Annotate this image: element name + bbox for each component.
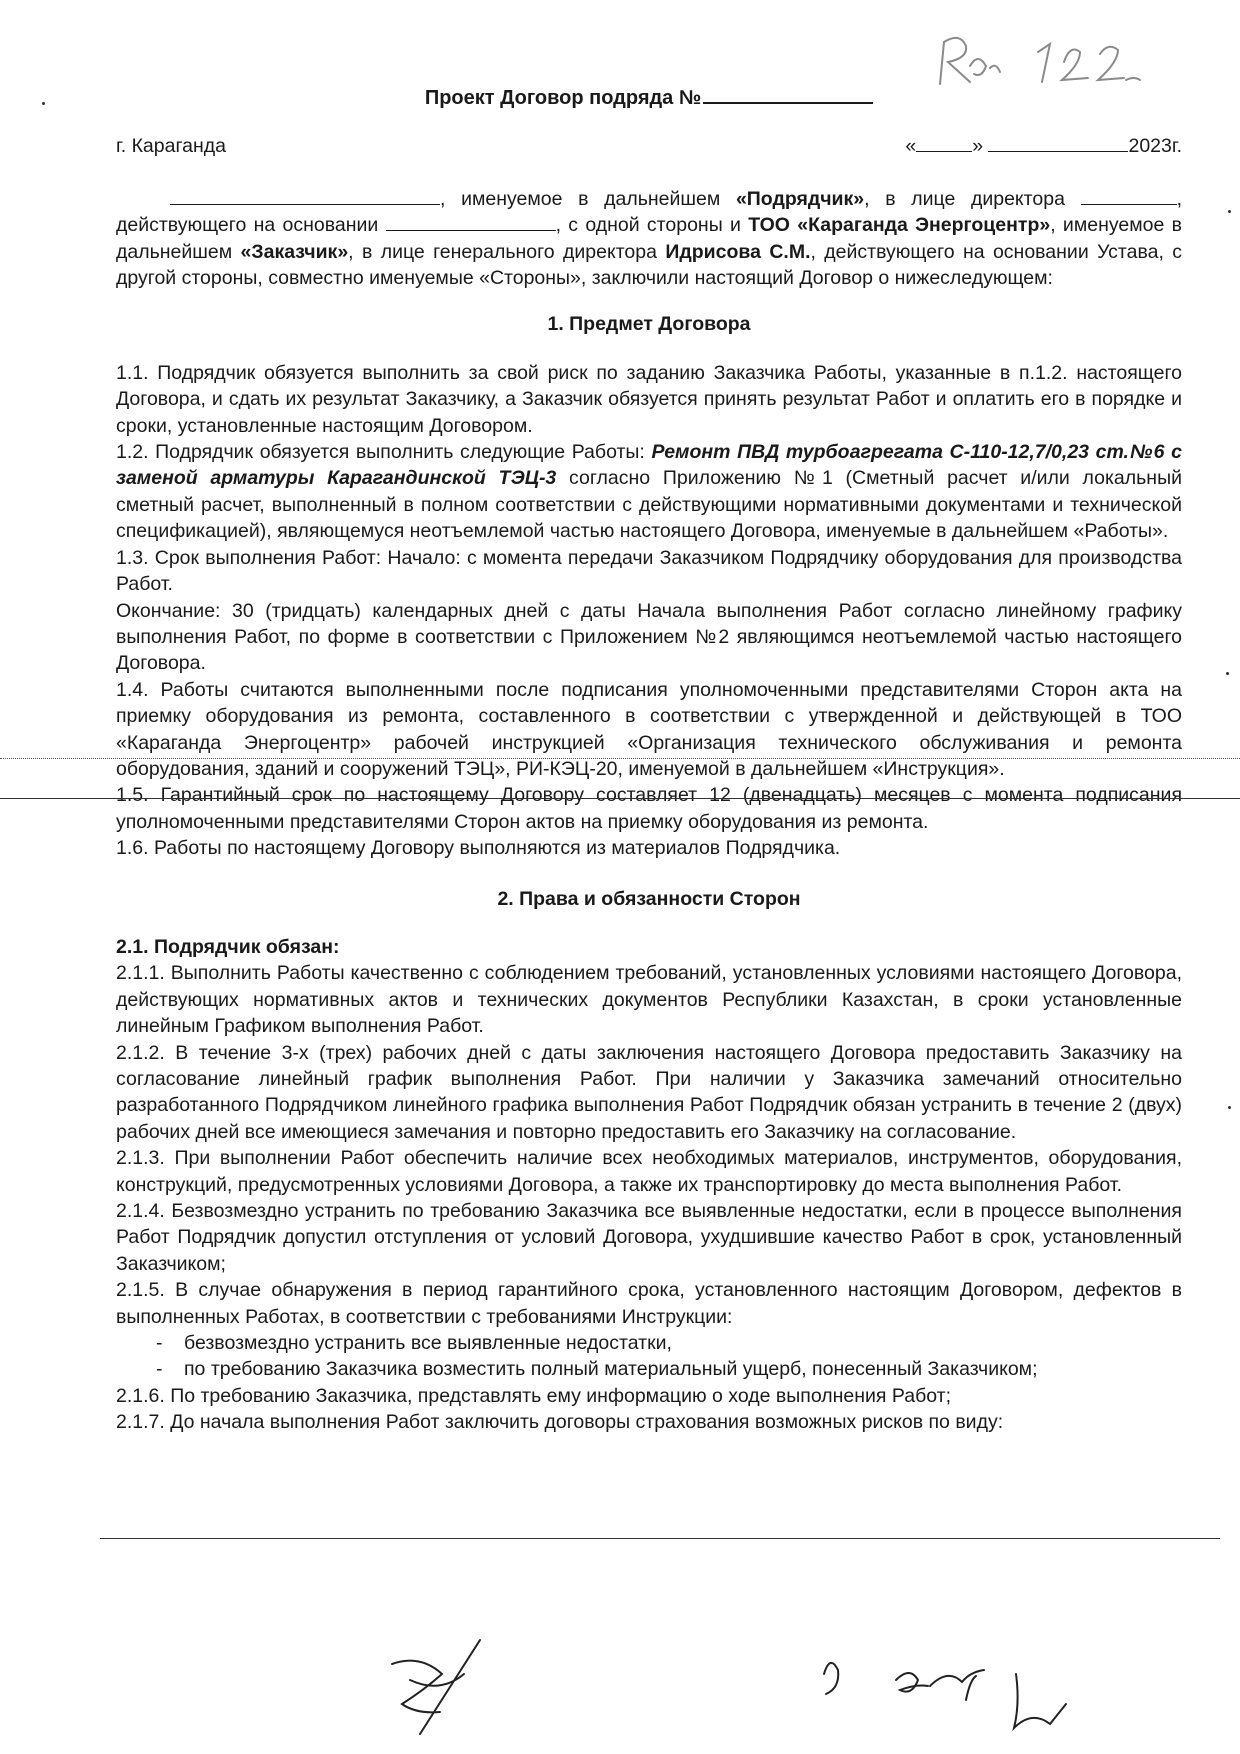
scan-speck: [1228, 1106, 1231, 1109]
preamble-text-1: , именуемое в дальнейшем: [440, 187, 736, 210]
subsection-2-1-title: 2.1. Подрядчик обязан:: [116, 935, 340, 958]
scan-strike-line: [100, 1538, 1220, 1539]
scan-speck: [42, 102, 45, 105]
preamble-text-5: , именуемое в дальнейшем: [116, 214, 1182, 263]
contractor-term: «Подрядчик»: [735, 187, 865, 210]
clause-2-1-7: 2.1.7. До начала выполнения Работ заключить договоры страхования возможных рисков по виду:: [116, 1411, 1004, 1434]
clause-1-3-end: Окончание: 30 (тридцать) календарных дней с даты Начала выполнения Работ согласно линейному графику выполнения Работ, по форме в соответствии с Приложением №2 являющимся неотъемлемой частью настоящего Договора.: [116, 599, 1182, 675]
clause-1-3: 1.3. Срок выполнения Работ: Начало: с момента передачи Заказчиком Подрядчику оборудования для производства Работ.: [116, 546, 1182, 596]
document-title-text: Проект Договор подряда №: [424, 87, 702, 109]
scan-strike-line: [0, 798, 1240, 799]
customer-company: ТОО «Караганда Энергоцентр»: [748, 214, 1051, 237]
place-date-line: [116, 133, 1182, 159]
date-close-quote: »: [972, 135, 984, 158]
list-item: [116, 1330, 1182, 1356]
month-blank: [988, 133, 1128, 152]
day-blank: [916, 133, 972, 152]
clause-1-6: 1.6. Работы по настоящему Договору выполняются из материалов Подрядчика.: [116, 837, 841, 860]
clause-2-1-5: 2.1.5. В случае обнаружения в период гарантийного срока, установленного настоящим Договором, дефектов в выполненных Работах, в соответствии с требованиями Инструкции:: [116, 1279, 1182, 1328]
section-2-title: 2. Права и обязанности Сторон: [497, 887, 801, 910]
document-body: [116, 84, 1182, 1436]
clause-1-2: [116, 439, 1182, 545]
preamble: [116, 186, 1182, 292]
scan-speck: [1228, 210, 1231, 213]
year: 2023г.: [1128, 135, 1182, 158]
preamble-text-3: , действующего на основании: [116, 187, 1182, 237]
director-name-blank: [1081, 186, 1177, 205]
signature-contractor: [380, 1634, 490, 1746]
date: [905, 133, 1182, 159]
document-title: [116, 84, 1182, 111]
clause-1-2-text-a: 1.2. Подрядчик обязуется выполнить следующие Работы:: [116, 441, 652, 464]
city: г. Караганда: [116, 135, 226, 158]
preamble-text-4: , с одной стороны и: [555, 214, 749, 237]
clause-1-4: 1.4. Работы считаются выполненными после подписания уполномоченными представителями Сторон акта на приемку оборудования из ремонта, составленного в соответствии с утвержденной и действующей в ТОО «Караганда Энергоцентр» рабочей инструкцией «Организация технического обслуживания и ремонта оборудования, зданий и сооружений ТЭЦ», РИ-КЭЦ-20, именуемой в дальнейшем «Инструкция».: [116, 678, 1182, 780]
director-name: Идрисова С.М.: [665, 240, 811, 263]
date-open-quote: «: [905, 135, 917, 158]
preamble-text-2: , в лице директора: [864, 187, 1081, 210]
scan-dotted-line: [0, 758, 1240, 759]
preamble-text-7: , действующего на основании Устава, с другой стороны, совместно именуемые «Стороны», заключили настоящий Договор о нижеследующем:: [116, 240, 1182, 290]
clause-2-1-1: 2.1.1. Выполнить Работы качественно с соблюдением требований, установленных условиями настоящего Договора, действующих нормативных актов и технических документов Республики Казахстан, в сроки установленные линейным Графиком выполнения Работ.: [116, 962, 1182, 1038]
contract-number-blank: [703, 84, 873, 104]
clause-1-2-text-b: согласно Приложению №1 (Сметный расчет и/или локальный сметный расчет, выполненный в полном соответствии с действующими нормативными документами и технической спецификацией), являющемуся неотъемлемой частью настоящего Договора, именуемые в дальнейшем «Работы».: [116, 467, 1182, 543]
clause-2-1-3: 2.1.3. При выполнении Работ обеспечить наличие всех необходимых материалов, инструментов, оборудования, конструкций, предусмотренных условиями Договора, а также их транспортировку до места выполнения Работ.: [116, 1147, 1182, 1196]
clause-1-5: 1.5. Гарантийный срок по настоящему Договору составляет 12 (двенадцать) месяцев с момента подписания уполномоченными представителями Сторон актов на приемку оборудования из ремонта.: [116, 784, 1182, 833]
bullet-dash: -: [156, 1358, 163, 1381]
preamble-text-6: , в лице генерального директора: [348, 240, 666, 263]
contractor-name-blank: [170, 186, 440, 205]
bullet-dash: -: [156, 1332, 163, 1355]
signature-customer: [820, 1640, 1080, 1750]
clause-2-1-2: 2.1.2. В течение 3-х (трех) рабочих дней с даты заключения настоящего Договора предоставить Заказчику на согласование линейный график выполнения Работ. При наличии у Заказчика замечаний относительно разработанного Подрядчиком линейного графика выполнения Работ Подрядчик обязан устранить в течение 2 (двух) рабочих дней все имеющиеся замечания и повторно предоставить его Заказчику на согласование.: [116, 1041, 1182, 1143]
clause-1-1: 1.1. Подрядчик обязуется выполнить за свой риск по заданию Заказчика Работы, указанные в п.1.2. настоящего Договора, и сдать их результат Заказчику, а Заказчик обязуется принять результат Работ и оплатить его в порядке и сроки, установленные настоящим Договором.: [116, 361, 1182, 437]
bullet-text: по требованию Заказчика возместить полный материальный ущерб, понесенный Заказчиком;: [184, 1358, 1038, 1381]
list-item: [116, 1356, 1182, 1382]
scan-speck: [1226, 672, 1229, 675]
section-1-title: 1. Предмет Договора: [547, 313, 751, 336]
customer-term: «Заказчик»: [240, 240, 349, 263]
clause-2-1-6: 2.1.6. По требованию Заказчика, представлять ему информацию о ходе выполнения Работ;: [116, 1384, 952, 1407]
clause-2-1-4: 2.1.4. Безвозмездно устранить по требованию Заказчика все выявленные недостатки, если в процессе выполнения Работ Подрядчик допустил отступления от условий Договора, ухудшившие качество Работ в срок, установленный Заказчиком;: [116, 1200, 1182, 1275]
bullet-text: безвозмездно устранить все выявленные недостатки,: [184, 1332, 672, 1355]
work-description: Ремонт ПВД турбоагрегата С-110-12,7/0,23 ст.№6 с заменой арматуры Карагандинской ТЭЦ-3: [116, 441, 1182, 490]
basis-blank: [386, 212, 556, 231]
